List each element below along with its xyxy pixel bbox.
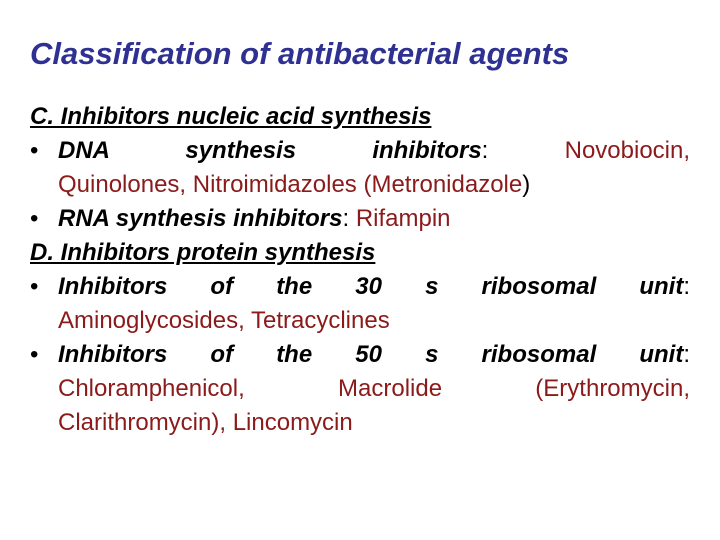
drug-list: Aminoglycosides, Tetracyclines: [58, 307, 390, 334]
bullet-line: [58, 134, 690, 168]
drug-list-line1: Chloramphenicol, Macrolide (Erythromycin,: [58, 375, 690, 402]
bullet-marker: •: [30, 205, 39, 232]
bullet-line: [58, 270, 690, 304]
list-item-50s-inhibitors: [30, 338, 690, 440]
list-item-dna-synthesis: [30, 134, 690, 202]
slide-content: [30, 100, 690, 440]
bullet-line: [58, 304, 690, 338]
50s-inhibitors-term: Inhibitors of the 50 s ribosomal unit: [58, 341, 684, 368]
bullet-line: [58, 168, 690, 202]
bullet-line: [58, 338, 690, 372]
slide-title: Classification of antibacterial agents: [30, 36, 570, 71]
drug-list: Rifampin: [355, 205, 451, 232]
rna-synthesis-term: RNA synthesis inhibitors: [58, 205, 343, 232]
separator: :: [683, 341, 690, 368]
bullet-marker: •: [30, 137, 39, 164]
list-item-30s-inhibitors: [30, 270, 690, 338]
section-c-heading: C. Inhibitors nucleic acid synthesis: [30, 103, 432, 130]
drug-list-line2: Clarithromycin), Lincomycin: [58, 409, 353, 436]
section-d-heading: D. Inhibitors protein synthesis: [30, 239, 376, 266]
drug-list-line2: Quinolones, Nitroimidazoles (Metronidazole: [58, 171, 523, 198]
closing-paren: ): [522, 171, 531, 198]
30s-inhibitors-term: Inhibitors of the 30 s ribosomal unit: [58, 273, 684, 300]
dna-synthesis-term: DNA synthesis inhibitors: [58, 137, 482, 164]
bullet-marker: •: [30, 273, 39, 300]
drug-list-line1: Novobiocin,: [564, 137, 691, 164]
bullet-marker: •: [30, 341, 39, 368]
bullet-line: [58, 202, 690, 236]
separator: :: [481, 137, 489, 164]
separator: :: [342, 205, 350, 232]
separator: :: [683, 273, 690, 300]
list-item-rna-synthesis: [30, 202, 690, 236]
